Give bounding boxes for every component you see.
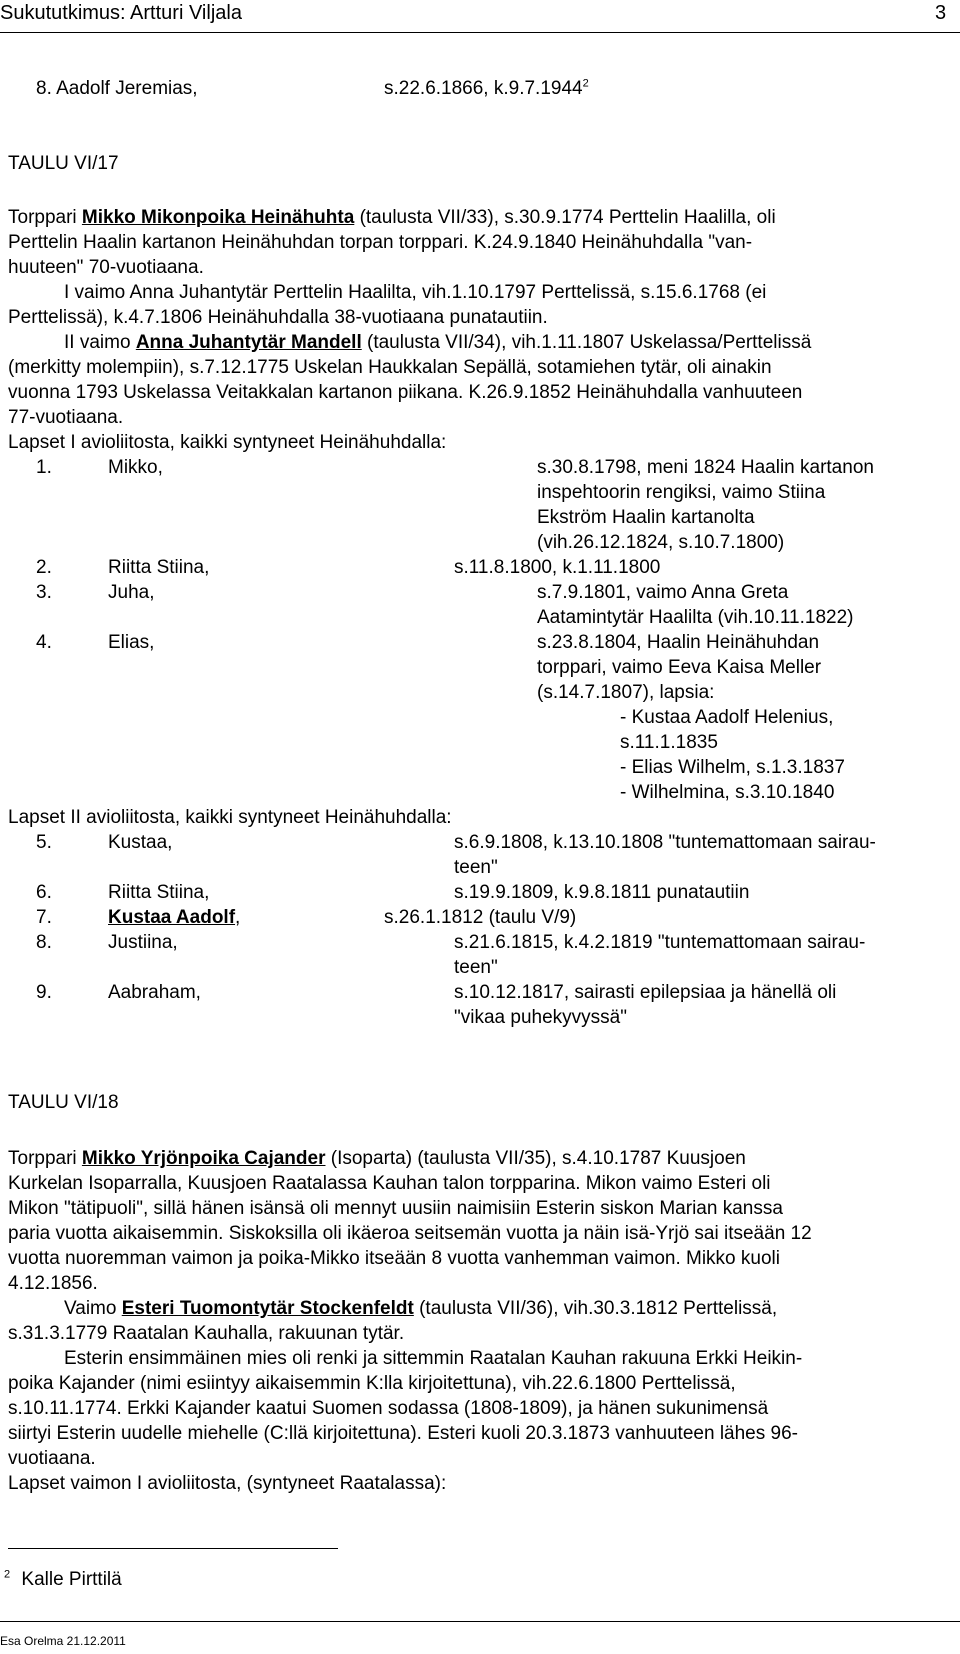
child-3-detail-2: Aatamintytär Haalilta (vih.10.11.1822) bbox=[537, 607, 854, 628]
child-6-detail-1: s.19.9.1809, k.9.8.1811 punatautiin bbox=[454, 882, 750, 903]
footnote-text: Kalle Pirttilä bbox=[21, 1569, 122, 1590]
footnote bbox=[4, 1569, 122, 1591]
t18-p2-line2: s.31.3.1779 Raatalan Kauhalla, rakuunan tytär. bbox=[8, 1323, 405, 1344]
child-7-comma: , bbox=[235, 907, 241, 928]
t17-w1-line2: Perttelissä), k.4.7.1806 Heinähuhdalla 38-vuotiaana punatautiin. bbox=[8, 307, 548, 328]
child-1-detail-2: inspehtoorin rengiksi, vaimo Stiina bbox=[537, 482, 826, 503]
t18-children-heading: Lapset vaimon I avioliitosta, (syntyneet Raatalassa): bbox=[8, 1473, 447, 1494]
t17-p1-line3: huuteen" 70-vuotiaana. bbox=[8, 257, 204, 278]
child-1-detail-1: s.30.8.1798, meni 1824 Haalin kartanon bbox=[537, 457, 874, 478]
child-1-name: Mikko, bbox=[108, 457, 163, 478]
child-8-detail-2: teen" bbox=[454, 957, 498, 978]
t17-p1-a: Torppari bbox=[8, 207, 82, 228]
child-9-num: 9. bbox=[36, 982, 52, 1003]
child-5-name: Kustaa, bbox=[108, 832, 173, 853]
footer-rule bbox=[0, 1621, 960, 1622]
child-9-detail-2: "vikaa puhekyvyssä" bbox=[454, 1007, 627, 1028]
table-heading-vi-17: TAULU VI/17 bbox=[8, 153, 119, 174]
t18-p1-b: (Isoparta) (taulusta VII/35), s.4.10.1787 Kuusjoen bbox=[325, 1148, 746, 1169]
t18-p1-line6: 4.12.1856. bbox=[8, 1273, 98, 1294]
child-6-num: 6. bbox=[36, 882, 52, 903]
child-7-name bbox=[108, 906, 240, 930]
child-9-detail-1: s.10.12.1817, sairasti epilepsiaa ja hänellä oli bbox=[454, 982, 837, 1003]
header-rule bbox=[0, 32, 960, 33]
t18-p3-line5: vuotiaana. bbox=[8, 1448, 96, 1469]
child-5-detail-2: teen" bbox=[454, 857, 498, 878]
child-8-detail-1: s.21.6.1815, k.4.2.1819 "tuntemattomaan sairau- bbox=[454, 932, 866, 953]
entry-8-dates-text: s.22.6.1866, k.9.7.1944 bbox=[384, 78, 583, 99]
child-4-detail-1: s.23.8.1804, Haalin Heinähuhdan bbox=[537, 632, 820, 653]
t17-w2-b: (taulusta VII/34), vih.1.11.1807 Uskelassa/Perttelissä bbox=[361, 332, 812, 353]
t17-children1-heading: Lapset I avioliitosta, kaikki syntyneet Heinähuhdalla: bbox=[8, 432, 447, 453]
table-heading-vi-18: TAULU VI/18 bbox=[8, 1092, 119, 1113]
child-7-detail-1: s.26.1.1812 (taulu V/9) bbox=[384, 907, 577, 928]
t17-p1-line1 bbox=[8, 206, 776, 230]
footnote-rule bbox=[8, 1548, 338, 1549]
footer-author-date: Esa Orelma 21.12.2011 bbox=[0, 1634, 126, 1648]
child-4-detail-6: - Elias Wilhelm, s.1.3.1837 bbox=[620, 757, 845, 778]
child-4-num: 4. bbox=[36, 632, 52, 653]
child-9-name: Aabraham, bbox=[108, 982, 201, 1003]
child-4-detail-2: torppari, vaimo Eeva Kaisa Meller bbox=[537, 657, 822, 678]
child-4-name: Elias, bbox=[108, 632, 155, 653]
child-3-detail-1: s.7.9.1801, vaimo Anna Greta bbox=[537, 582, 789, 603]
child-1-num: 1. bbox=[36, 457, 52, 478]
child-7-num: 7. bbox=[36, 907, 52, 928]
t18-p3-line2: poika Kajander (nimi esiintyy aikaisemmin K:lla kirjoitettuna), vih.22.6.1800 Perttelissä, bbox=[8, 1373, 736, 1394]
t18-p2-a: Vaimo bbox=[64, 1298, 122, 1319]
person-name-mikko-mikonpoika: Mikko Mikonpoika Heinähuhta bbox=[81, 207, 355, 228]
t18-p1-line2: Kurkelan Isoparralla, Kuusjoen Raatalassa Kauhan talon torpparina. Mikon vaimo Esteri oli bbox=[8, 1173, 771, 1194]
person-name-esteri-stockenfeldt: Esteri Tuomontytär Stockenfeldt bbox=[121, 1298, 414, 1319]
child-2-detail-1: s.11.8.1800, k.1.11.1800 bbox=[454, 557, 661, 578]
t17-w2-line1 bbox=[64, 331, 811, 355]
t18-p2-b: (taulusta VII/36), vih.30.3.1812 Perttelissä, bbox=[413, 1298, 778, 1319]
child-4-detail-4: - Kustaa Aadolf Helenius, bbox=[620, 707, 834, 728]
entry-8-name: 8. Aadolf Jeremias, bbox=[36, 78, 198, 99]
person-name-mikko-cajander: Mikko Yrjönpoika Cajander bbox=[81, 1148, 326, 1169]
footnote-number: 2 bbox=[4, 1568, 11, 1581]
t18-p1-line3: Mikon "tätipuoli", sillä hänen isänsä oli mennyt uusiin naimisiin Esterin siskon Marian kanssa bbox=[8, 1198, 783, 1219]
t18-p1-line5: vuotta nuoremman vaimon ja poika-Mikko itseään 8 vuotta vanhemman vaimon. Mikko kuoli bbox=[8, 1248, 780, 1269]
t17-w2-line2: (merkitty molempiin), s.7.12.1775 Uskelan Haukkalan Sepällä, sotamiehen tytär, oli ainakin bbox=[8, 357, 772, 378]
t17-p1-line2: Perttelin Haalin kartanon Heinähuhdan torpan torppari. K.24.9.1840 Heinähuhdalla "van- bbox=[8, 232, 753, 253]
footnote-ref: 2 bbox=[582, 77, 589, 90]
t18-p1-line4: paria vuotta aikaisemmin. Siskoksilla oli ikäeroa seitsemän vuotta ja näin isä-Yrjö sai itseään 12 bbox=[8, 1223, 812, 1244]
t17-w2-line3: vuonna 1793 Uskelassa Veitakkalan kartanon piikana. K.26.9.1852 Heinähuhdalla vanhuuteen bbox=[8, 382, 803, 403]
child-2-num: 2. bbox=[36, 557, 52, 578]
child-4-detail-7: - Wilhelmina, s.3.10.1840 bbox=[620, 782, 835, 803]
child-2-name: Riitta Stiina, bbox=[108, 557, 210, 578]
t18-p2-line1 bbox=[64, 1297, 777, 1321]
t18-p1-line1 bbox=[8, 1147, 746, 1171]
entry-8-dates bbox=[384, 78, 589, 100]
child-8-num: 8. bbox=[36, 932, 52, 953]
page-number: 3 bbox=[935, 2, 947, 24]
child-1-detail-3: Ekström Haalin kartanolta bbox=[537, 507, 755, 528]
child-8-name: Justiina, bbox=[108, 932, 178, 953]
t17-w2-a: II vaimo bbox=[64, 332, 136, 353]
t17-p1-b: (taulusta VII/33), s.30.9.1774 Perttelin Haalilla, oli bbox=[354, 207, 776, 228]
t17-w1-line1: I vaimo Anna Juhantytär Perttelin Haalilta, vih.1.10.1797 Perttelissä, s.15.6.1768 (ei bbox=[64, 282, 767, 303]
child-4-detail-3: (s.14.7.1807), lapsia: bbox=[537, 682, 715, 703]
header-title: Sukututkimus: Artturi Viljala bbox=[0, 2, 242, 24]
person-name-anna-mandell: Anna Juhantytär Mandell bbox=[135, 332, 362, 353]
t18-p3-line1: Esterin ensimmäinen mies oli renki ja sittemmin Raatalan Kauhan rakuuna Erkki Heikin- bbox=[64, 1348, 803, 1369]
t18-p3-line3: s.10.11.1774. Erkki Kajander kaatui Suomen sodassa (1808-1809), ja hänen sukunimensä bbox=[8, 1398, 769, 1419]
child-3-num: 3. bbox=[36, 582, 52, 603]
child-5-detail-1: s.6.9.1808, k.13.10.1808 "tuntemattomaan sairau- bbox=[454, 832, 876, 853]
child-4-detail-5: s.11.1.1835 bbox=[620, 732, 718, 753]
t17-children2-heading: Lapset II avioliitosta, kaikki syntyneet Heinähuhdalla: bbox=[8, 807, 452, 828]
t18-p3-line4: siirtyi Esterin uudelle miehelle (C:llä kirjoitettuna). Esteri kuoli 20.3.1873 vanhuuteen lähes 96- bbox=[8, 1423, 798, 1444]
t18-p1-a: Torppari bbox=[8, 1148, 82, 1169]
child-1-detail-4: (vih.26.12.1824, s.10.7.1800) bbox=[537, 532, 785, 553]
child-6-name: Riitta Stiina, bbox=[108, 882, 210, 903]
person-name-kustaa-aadolf: Kustaa Aadolf bbox=[108, 907, 236, 928]
child-5-num: 5. bbox=[36, 832, 52, 853]
t17-w2-line4: 77-vuotiaana. bbox=[8, 407, 124, 428]
child-3-name: Juha, bbox=[108, 582, 155, 603]
